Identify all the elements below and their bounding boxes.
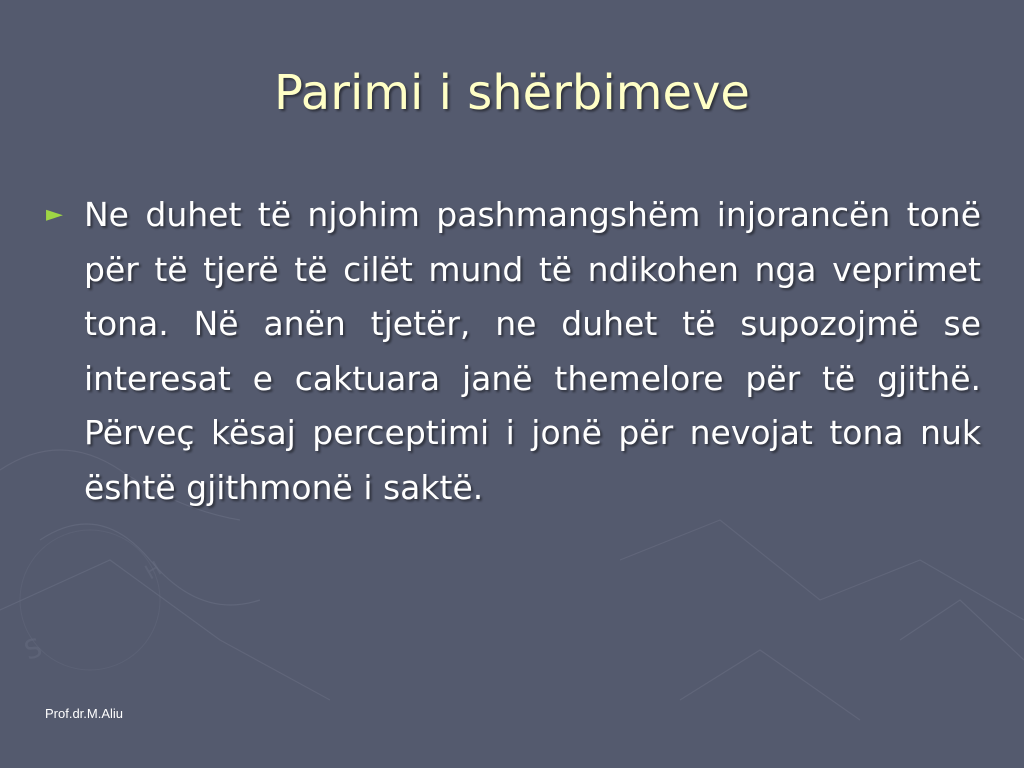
bullet-text: Ne duhet të njohim pashmangshëm injorancën tonë për të tjerë të cilët mund të ndikohen nga veprimet tona. Në anën tjetër, ne duhet të supozojmë se interesat e caktuara janë themelore për të gjithë. Përveç kësaj perceptimi i jonë për nevojat tona nuk është gjithmonë i saktë. [84,195,981,507]
triangle-right-icon: ► [46,202,63,227]
slide-title: Parimi i shërbimeve [274,65,750,121]
svg-text:H: H [140,556,166,585]
footer-author: Prof.dr.M.Aliu [45,706,124,721]
svg-text:S: S [20,633,46,667]
